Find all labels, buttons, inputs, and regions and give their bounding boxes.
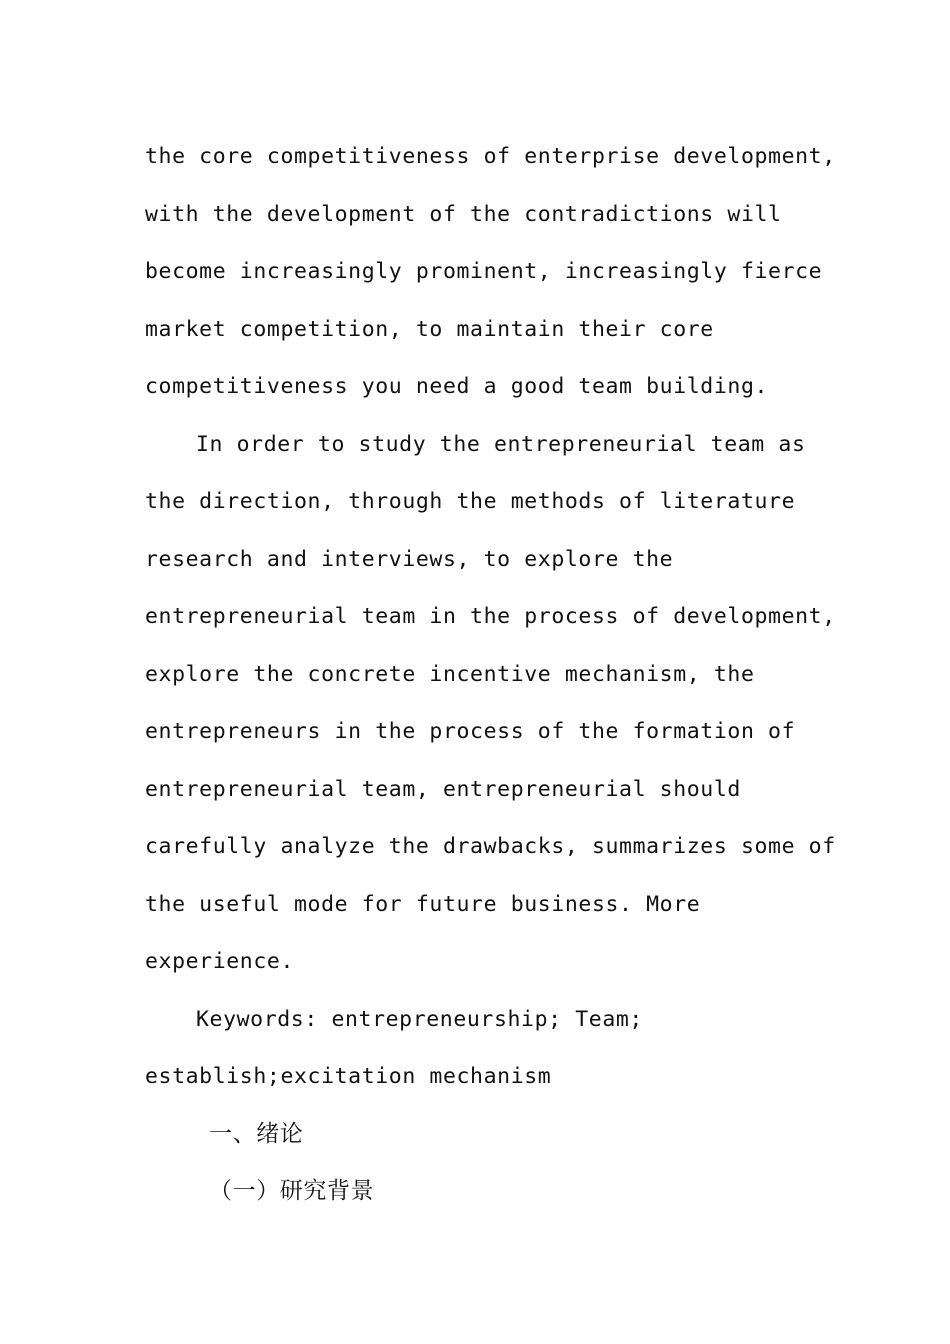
text-line: the useful mode for future business. More bbox=[145, 891, 701, 917]
text-line: entrepreneurial team, entrepreneurial should bbox=[145, 776, 741, 802]
text-line: the core competitiveness of enterprise development, bbox=[145, 144, 836, 169]
abstract-paragraph-continued bbox=[145, 128, 836, 416]
page-content bbox=[145, 128, 836, 1221]
text-line: entrepreneurial team in the process of development, bbox=[145, 604, 836, 629]
section-heading: 一、绪论 bbox=[209, 1120, 304, 1147]
text-line: In order to study the entrepreneurial team as bbox=[196, 431, 806, 457]
keywords-line: establish;excitation mechanism bbox=[145, 1064, 552, 1089]
text-line: entrepreneurs in the process of the formation of bbox=[145, 719, 796, 744]
text-line: the direction, through the methods of literature bbox=[145, 489, 796, 514]
subsection-heading: （一）研究背景 bbox=[209, 1178, 375, 1204]
keywords-line: Keywords: entrepreneurship; Team; bbox=[196, 1006, 643, 1032]
text-line: with the development of the contradictions will bbox=[145, 201, 782, 227]
text-line: research and interviews, to explore the bbox=[145, 546, 674, 572]
text-line: experience. bbox=[145, 949, 294, 974]
keywords-block bbox=[145, 991, 815, 1106]
text-line: explore the concrete incentive mechanism, the bbox=[145, 661, 755, 687]
text-line: become increasingly prominent, increasingly fierce bbox=[145, 259, 823, 284]
text-line: market competition, to maintain their core bbox=[145, 316, 714, 342]
text-line: competitiveness you need a good team building. bbox=[145, 374, 769, 399]
text-line: carefully analyze the drawbacks, summarizes some of bbox=[145, 834, 836, 859]
abstract-paragraph bbox=[145, 416, 836, 991]
